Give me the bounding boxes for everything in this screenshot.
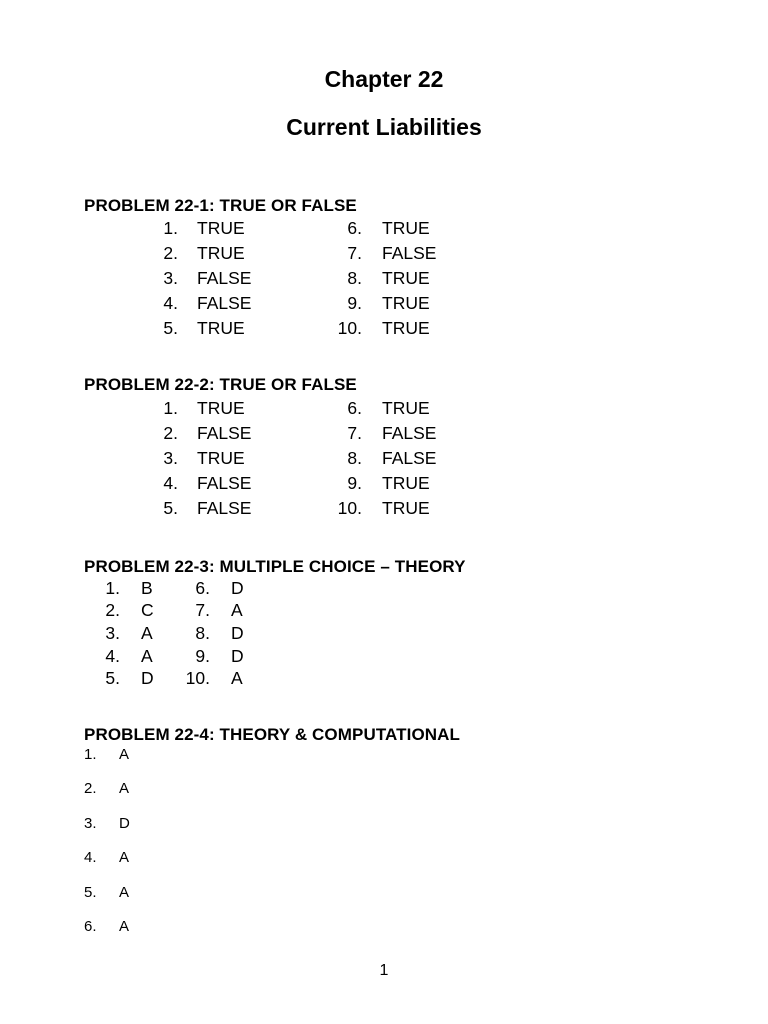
answer-number: 5.	[105, 668, 120, 688]
answer-number: 6.	[347, 398, 362, 418]
answer-value: TRUE	[197, 318, 245, 338]
answer-value: A	[231, 600, 243, 620]
chapter-title: Chapter 22	[324, 66, 444, 92]
problem-heading-3: PROBLEM 22-3: MULTIPLE CHOICE – THEORY	[84, 557, 466, 576]
answer-number: 5.	[84, 884, 97, 901]
answer-value: FALSE	[197, 293, 252, 313]
answer-number: 9.	[347, 293, 362, 313]
problem-heading-4: PROBLEM 22-4: THEORY & COMPUTATIONAL	[84, 725, 461, 744]
answer-value: FALSE	[382, 423, 437, 443]
answer-value: D	[231, 646, 244, 666]
answer-value: FALSE	[197, 423, 252, 443]
answer-number: 7.	[195, 600, 210, 620]
answer-number: 3.	[163, 448, 178, 468]
answer-value: TRUE	[382, 318, 430, 338]
answer-number: 2.	[163, 243, 178, 263]
answer-number: 9.	[195, 646, 210, 666]
answer-number: 5.	[163, 498, 178, 518]
answer-value: A	[119, 780, 130, 797]
answer-number: 8.	[347, 268, 362, 288]
answer-number: 2.	[163, 423, 178, 443]
answer-number: 8.	[347, 448, 362, 468]
answer-number: 4.	[163, 293, 178, 313]
answer-number: 5.	[163, 318, 178, 338]
answer-value: D	[231, 623, 244, 643]
answer-value: TRUE	[382, 473, 430, 493]
problem-heading-1: PROBLEM 22-1: TRUE OR FALSE	[84, 196, 357, 215]
answer-number: 3.	[84, 815, 97, 832]
answer-value: TRUE	[382, 293, 430, 313]
answer-number: 10.	[337, 498, 362, 518]
answer-number: 2.	[105, 600, 120, 620]
page-number: 1	[379, 962, 389, 979]
answer-number: 10.	[185, 668, 210, 688]
answer-value: TRUE	[382, 498, 430, 518]
answer-value: A	[119, 918, 130, 935]
answer-value: FALSE	[382, 448, 437, 468]
answer-value: A	[119, 746, 130, 763]
answer-value: D	[119, 815, 130, 832]
answer-number: 1.	[163, 398, 178, 418]
answer-value: A	[119, 849, 130, 866]
answer-number: 6.	[84, 918, 97, 935]
answer-value: C	[141, 600, 154, 620]
answer-value: FALSE	[382, 243, 437, 263]
answer-number: 4.	[84, 849, 97, 866]
answer-number: 9.	[347, 473, 362, 493]
answer-value: FALSE	[197, 473, 252, 493]
answer-number: 6.	[347, 218, 362, 238]
answer-number: 8.	[195, 623, 210, 643]
answer-value: A	[141, 623, 153, 643]
answer-value: FALSE	[197, 498, 252, 518]
answer-value: A	[119, 884, 130, 901]
answer-value: B	[141, 578, 153, 598]
answer-number: 4.	[163, 473, 178, 493]
answer-value: A	[141, 646, 153, 666]
problem-heading-2: PROBLEM 22-2: TRUE OR FALSE	[84, 375, 357, 394]
answer-value: TRUE	[197, 243, 245, 263]
answer-number: 6.	[195, 578, 210, 598]
answer-value: D	[231, 578, 244, 598]
answer-value: TRUE	[197, 218, 245, 238]
answer-value: TRUE	[382, 218, 430, 238]
answer-value: FALSE	[197, 268, 252, 288]
answer-value: TRUE	[197, 398, 245, 418]
answer-number: 10.	[337, 318, 362, 338]
answer-number: 1.	[105, 578, 120, 598]
answer-value: D	[141, 668, 154, 688]
answer-number: 4.	[105, 646, 120, 666]
answer-number: 1.	[84, 746, 97, 763]
answer-number: 1.	[163, 218, 178, 238]
answer-value: TRUE	[382, 398, 430, 418]
page-title: Current Liabilities	[286, 114, 482, 140]
answer-number: 7.	[347, 243, 362, 263]
answer-number: 7.	[347, 423, 362, 443]
answer-value: TRUE	[382, 268, 430, 288]
answer-number: 3.	[105, 623, 120, 643]
answer-value: TRUE	[197, 448, 245, 468]
answer-number: 2.	[84, 780, 97, 797]
answer-number: 3.	[163, 268, 178, 288]
answer-value: A	[231, 668, 243, 688]
